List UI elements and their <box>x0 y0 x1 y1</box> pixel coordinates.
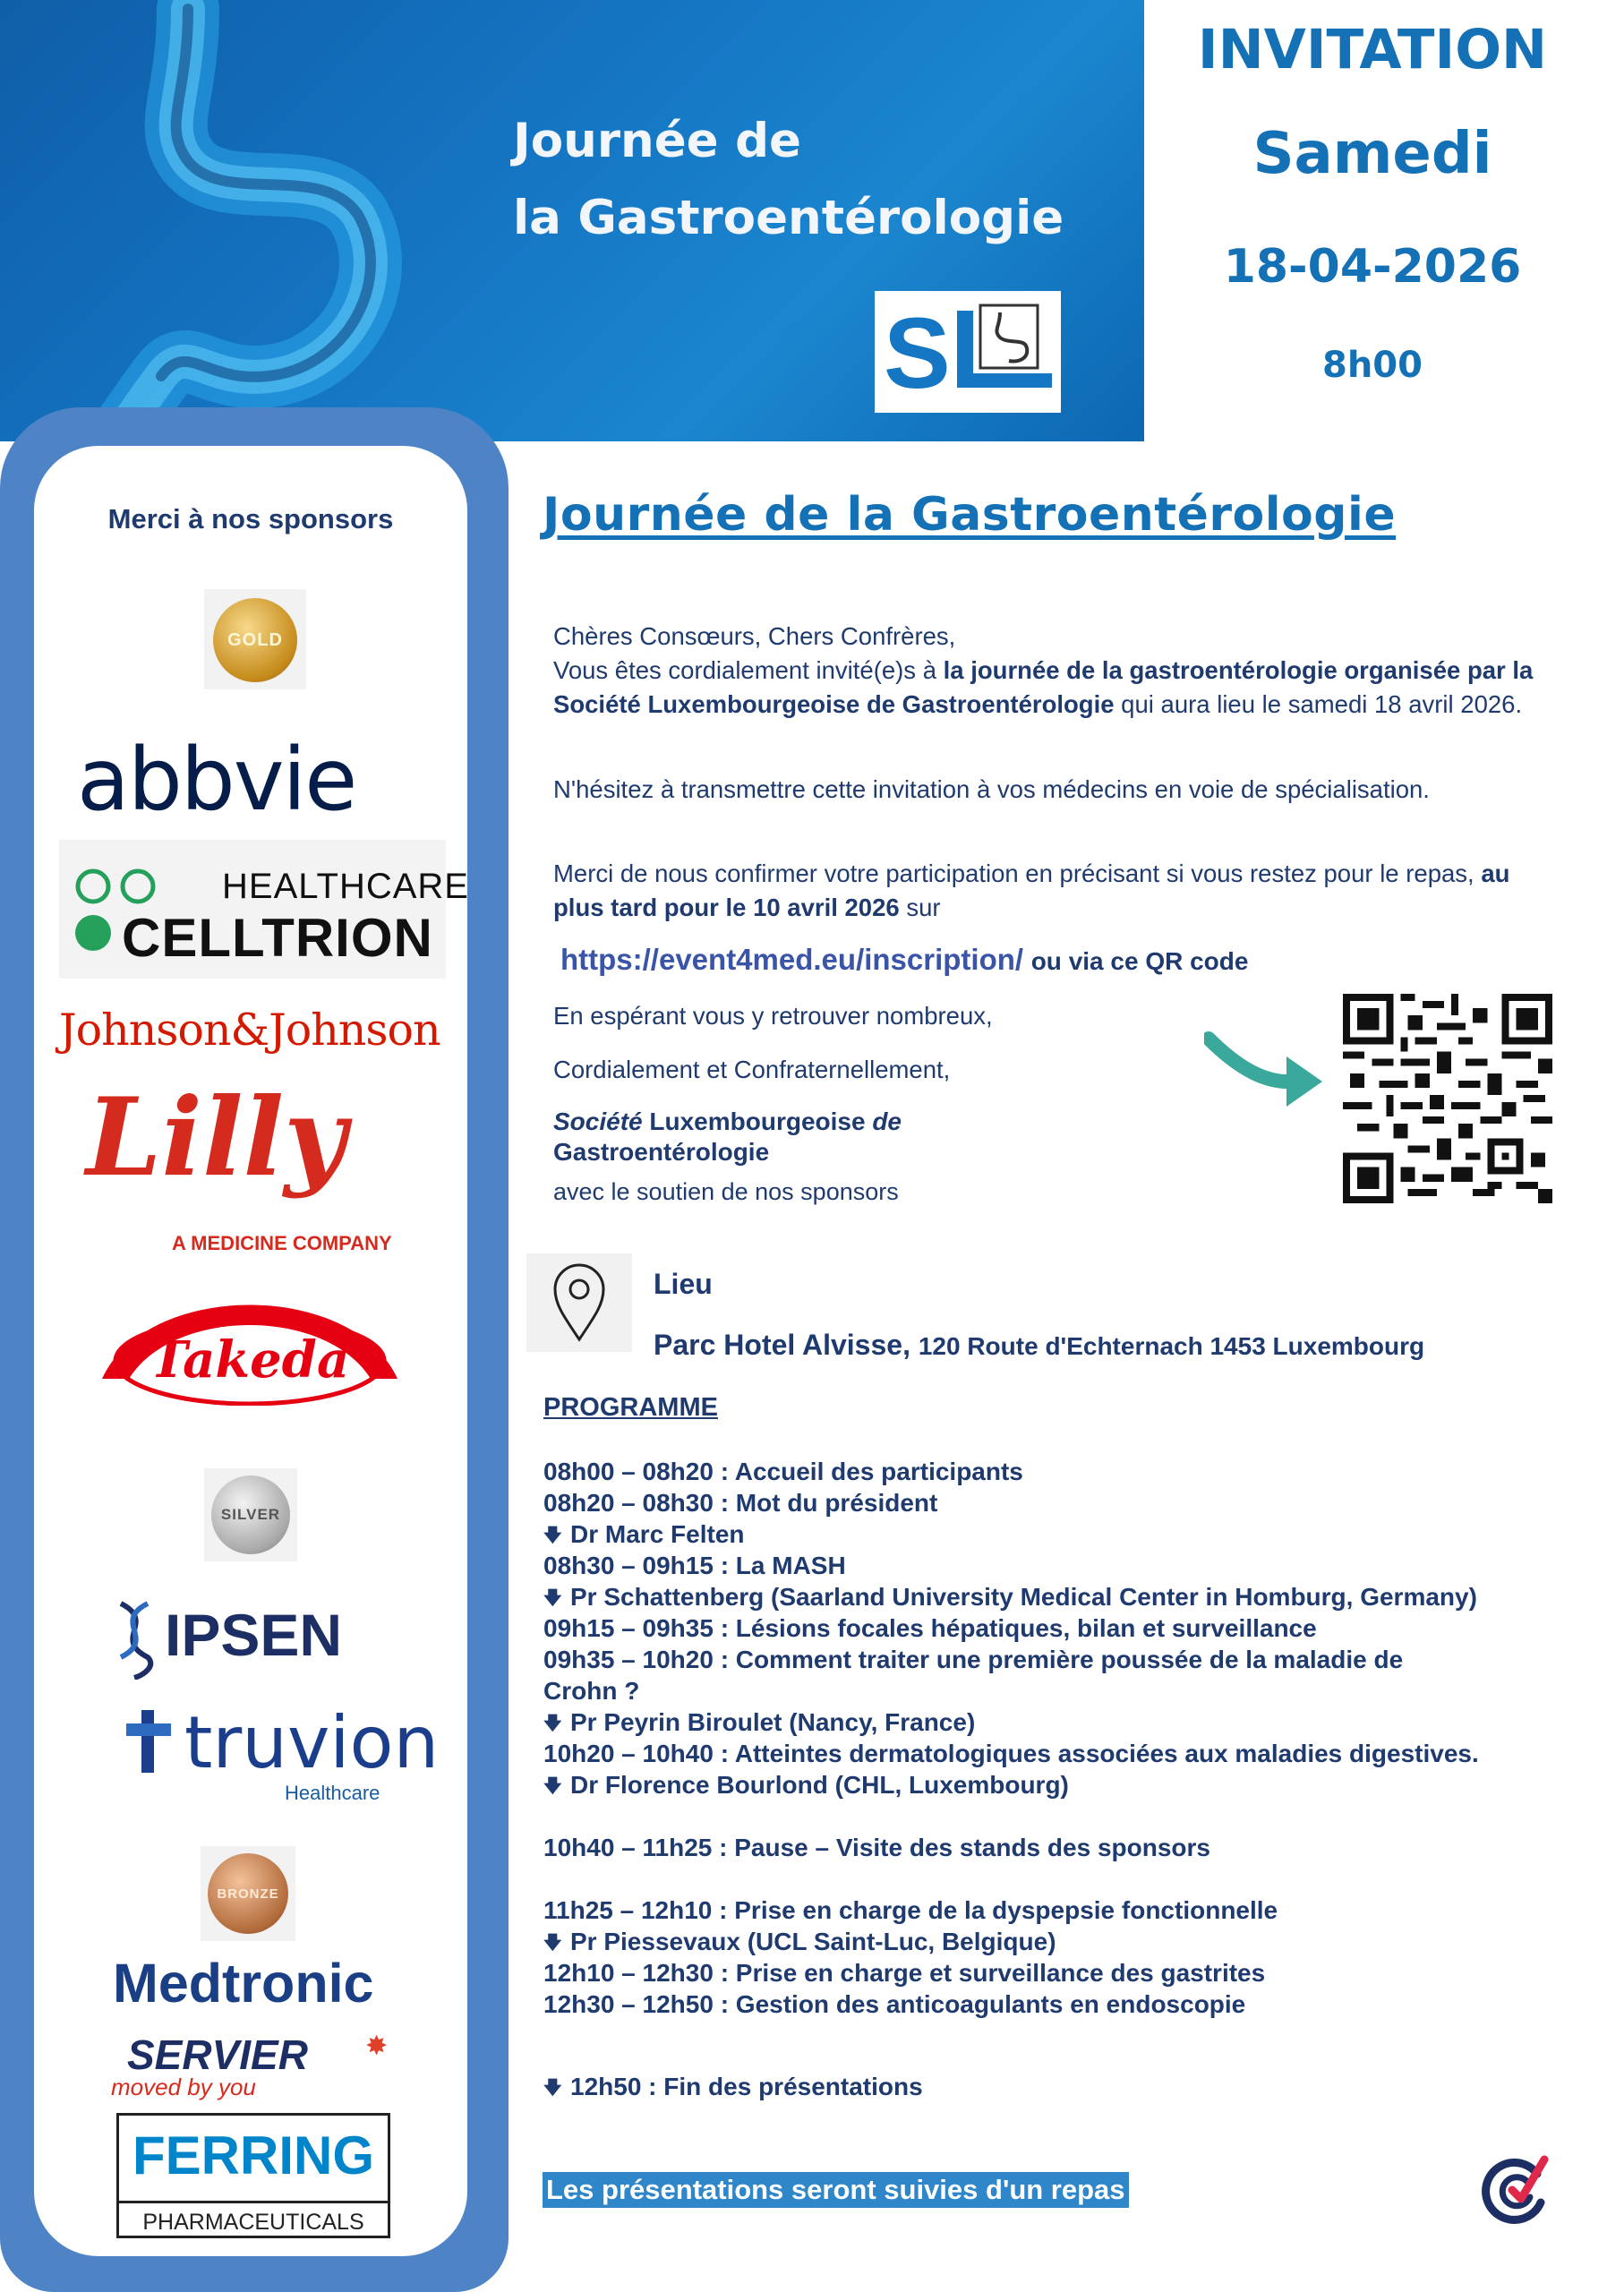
greeting: Chères Consœurs, Chers Confrères, <box>553 622 956 650</box>
truvion-cross-icon <box>122 1706 184 1786</box>
banner-title-line2: la Gastroentérologie <box>513 191 1064 245</box>
stomach-illustration <box>54 0 466 441</box>
speaker-name: Pr Piessevaux (UCL Saint-Luc, Belgique) <box>570 1928 1056 1955</box>
programme-item: 08h20 – 08h30 : Mot du président <box>543 1489 938 1517</box>
confirm-text-a: Merci de nous confirmer votre participation en précisant si vous restez pour le repas, <box>553 860 1482 887</box>
registration-link[interactable]: https://event4med.eu/inscription/ <box>560 943 1024 976</box>
intro-text-c: qui aura lieu le samedi 18 avril 2026. <box>1114 690 1523 718</box>
programme-item: 09h35 – 10h20 : Comment traiter une première poussée de la maladie de <box>543 1646 1404 1673</box>
signature-part-1: Société <box>553 1108 643 1135</box>
signature <box>553 1107 1055 1167</box>
lilly-tagline: A MEDICINE COMPANY <box>172 1232 392 1254</box>
confirm-deadline: au plus tard pour le 10 avril 2026 <box>553 860 1510 921</box>
silver-tier-label: SILVER <box>220 1506 281 1523</box>
ferring-logo <box>116 2113 390 2238</box>
ferring-tagline: PHARMACEUTICALS <box>119 2201 388 2238</box>
bullet-arrow-icon: 🡇 <box>543 2078 562 2098</box>
bullet-arrow-icon: 🡇 <box>543 1526 562 1545</box>
signature-part-2: Luxembourgeoise <box>642 1108 873 1135</box>
programme-speaker <box>543 1706 1600 1738</box>
registration-line <box>560 943 1248 977</box>
sl-logo <box>875 291 1061 413</box>
spacer <box>543 1800 1600 1832</box>
medtronic-logo: Medtronic <box>113 1953 374 2014</box>
bullet-arrow-icon: 🡇 <box>543 1588 562 1608</box>
bronze-medal-icon <box>208 1853 288 1934</box>
bullet-arrow-icon: 🡇 <box>543 1933 562 1953</box>
programme-list <box>543 1456 1600 2102</box>
forward-paragraph: N'hésitez à transmettre cette invitation à vos médecins en voie de spécialisation. <box>553 775 1430 803</box>
bullet-arrow-icon: 🡇 <box>543 1714 562 1733</box>
invitation-label: INVITATION <box>1197 18 1548 81</box>
venue-street: 120 Route d'Echternach 1453 Luxembourg <box>918 1332 1425 1360</box>
servier-logo: SERVIER <box>127 2031 308 2078</box>
speaker-name: Pr Peyrin Biroulet (Nancy, France) <box>570 1708 976 1736</box>
venue-label: Lieu <box>654 1268 713 1300</box>
programme-item: 10h20 – 10h40 : Atteintes dermatologiques associées aux maladies digestives. <box>543 1740 1479 1767</box>
sponsors-title: Merci à nos sponsors <box>107 503 394 535</box>
programme-speaker <box>543 1769 1600 1800</box>
support-text: avec le soutien de nos sponsors <box>553 1178 899 1205</box>
programme-item: Crohn ? <box>543 1677 640 1705</box>
closing-text: Cordialement et Confraternellement, <box>553 1056 951 1083</box>
silver-medal-icon <box>211 1475 290 1554</box>
intro-text-a: Vous êtes cordialement invité(e)s à <box>553 656 944 684</box>
location-pin-box <box>526 1253 632 1352</box>
gold-tier-label: GOLD <box>227 629 283 650</box>
programme-item: 10h40 – 11h25 : Pause – Visite des stands des sponsors <box>543 1834 1210 1861</box>
signature-part-3: de <box>872 1108 902 1135</box>
abbvie-logo: abbvie <box>77 730 356 830</box>
event-day: Samedi <box>1252 121 1492 187</box>
signature-part-4: Gastroentérologie <box>553 1138 770 1166</box>
banner-title-line1: Journée de <box>513 114 801 168</box>
celltrion-logo <box>59 840 469 979</box>
hope-text: En espérant vous y retrouver nombreux, <box>553 1002 993 1030</box>
venue-address <box>654 1329 1424 1362</box>
bronze-tier-label: BRONZE <box>217 1886 279 1902</box>
arrow-icon <box>1204 1021 1329 1119</box>
programme-item: 11h25 – 12h10 : Prise en charge de la dyspepsie fonctionnelle <box>543 1896 1278 1924</box>
programme-item: 12h30 – 12h50 : Gestion des anticoagulants en endoscopie <box>543 1990 1246 2018</box>
programme-speaker <box>543 1518 1600 1550</box>
meal-note: Les présentations seront suivies d'un repas <box>543 2172 1129 2208</box>
servier-tagline: moved by you <box>111 2074 256 2100</box>
event-date: 18-04-2026 <box>1223 240 1522 294</box>
takeda-name: Takeda <box>150 1330 350 1390</box>
speaker-name: Dr Florence Bourlond (CHL, Luxembourg) <box>570 1771 1069 1799</box>
truvion-tagline: Healthcare <box>285 1782 380 1804</box>
end-text: 12h50 : Fin des présentations <box>570 2073 923 2100</box>
servier-star-icon: ✸ <box>365 2031 389 2061</box>
programme-item: 09h15 – 09h35 : Lésions focales hépatiques, bilan et surveillance <box>543 1614 1317 1642</box>
intro-paragraph <box>553 620 1538 722</box>
programme-title: PROGRAMME <box>543 1393 718 1422</box>
speaker-name: Pr Schattenberg (Saarland University Medical Center in Homburg, Germany) <box>570 1583 1477 1611</box>
gold-medal-icon <box>213 598 297 682</box>
header-banner <box>0 0 1144 441</box>
qr-code-icon[interactable] <box>1343 994 1552 1203</box>
programme-item: 08h00 – 08h20 : Accueil des participants <box>543 1458 1023 1485</box>
invitation-text <box>553 654 1538 722</box>
event-time: 8h00 <box>1322 345 1423 386</box>
confirm-text-c: sur <box>899 894 941 921</box>
qr-hint: ou via ce QR code <box>1030 947 1249 975</box>
lilly-logo: Lilly <box>86 1074 346 1201</box>
event4med-logo-icon <box>1482 2147 1553 2233</box>
celltrion-healthcare: HEALTHCARE <box>222 867 469 906</box>
page-title: Journée de la Gastroentérologie <box>543 488 1397 542</box>
speaker-name: Dr Marc Felten <box>570 1520 745 1548</box>
johnson-johnson-logo: Johnson&Johnson <box>59 1005 440 1056</box>
confirm-paragraph <box>553 857 1538 925</box>
spacer <box>543 2020 1600 2051</box>
banner-title <box>513 103 1064 257</box>
intro-text-bold: la journée de la gastroentérologie organisée par la Société Luxembourgeoise de Gastroentérologie <box>553 656 1534 718</box>
venue-name: Parc Hotel Alvisse, <box>654 1329 910 1361</box>
programme-speaker <box>543 1581 1600 1612</box>
spacer <box>543 1863 1600 1894</box>
programme-end <box>543 2071 1600 2102</box>
celltrion-name: CELLTRION <box>122 908 433 968</box>
location-pin-icon <box>526 1253 632 1352</box>
truvion-logo: truvion <box>184 1701 440 1784</box>
sl-logo-mark <box>875 291 1061 413</box>
programme-item: 08h30 – 09h15 : La MASH <box>543 1552 846 1579</box>
bullet-arrow-icon: 🡇 <box>543 1776 562 1796</box>
programme-speaker <box>543 1926 1600 1957</box>
svg-text:S: S <box>884 297 951 409</box>
ferring-name: FERRING <box>132 2125 374 2185</box>
ipsen-logo: IPSEN <box>165 1602 343 1668</box>
programme-item: 12h10 – 12h30 : Prise en charge et surveillance des gastrites <box>543 1959 1266 1987</box>
takeda-logo <box>93 1289 406 1406</box>
ipsen-helix-icon <box>107 1599 161 1680</box>
